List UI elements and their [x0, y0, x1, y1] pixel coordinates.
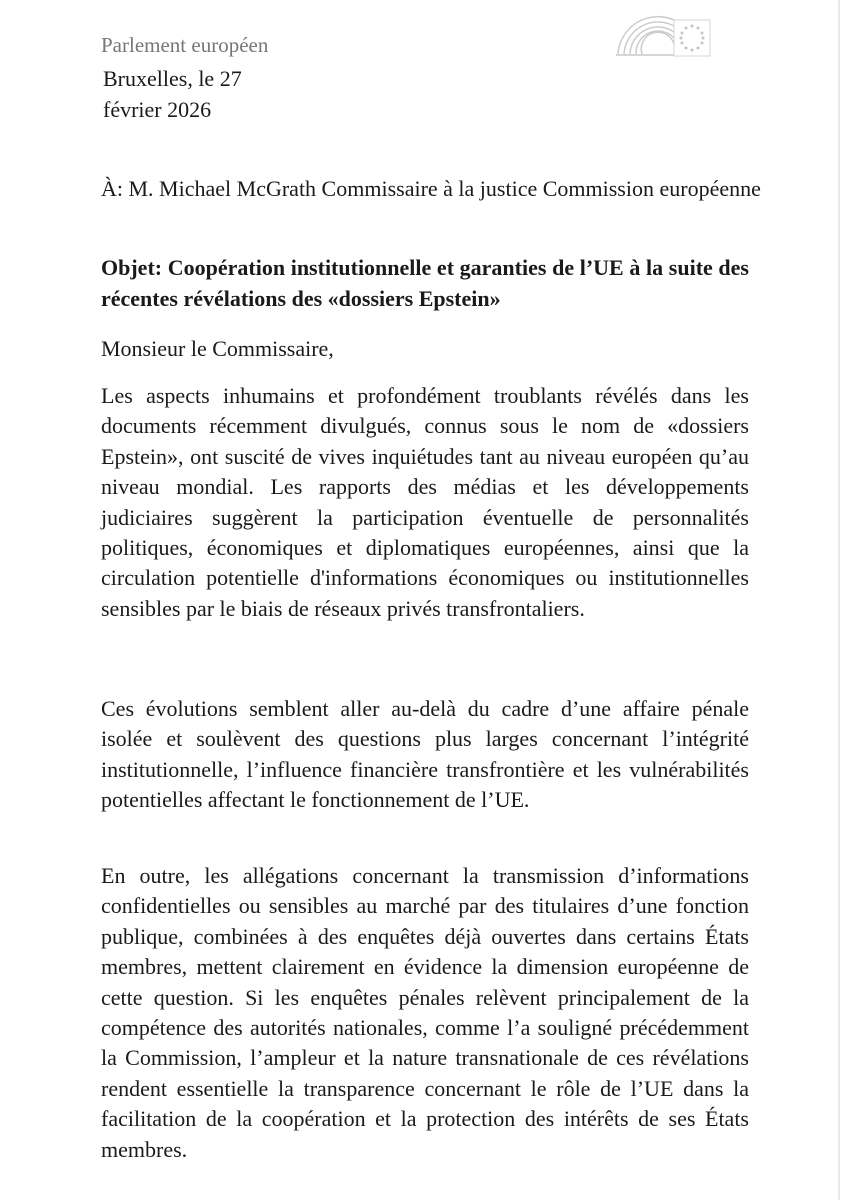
european-parliament-logo-icon — [614, 10, 712, 60]
subject-line: Objet: Coopération institutionnelle et garanties de l’UE à la suite des récentes révélations des «dossiers Epstein» — [101, 255, 749, 311]
page-edge — [838, 0, 840, 1200]
institution-name: Parlement européen — [101, 33, 269, 57]
salutation: Monsieur le Commissaire, — [101, 336, 334, 361]
body-paragraph-2: Ces évolutions semblent aller au-delà du cadre d’une affaire pénale isolée et soulèvent des questions plus larges concernant l’intégrité institutionnelle, l’influence financière transfrontière et les vulnérabilités potentielles affectant le fonctionnement de l’UE. — [101, 696, 749, 813]
body-paragraph-1: Les aspects inhumains et profondément troublants révélés dans les documents récemment divulgués, connus sous le nom de «dossiers Epstein», ont suscité de vives inquiétudes tant au niveau européen qu’au niveau mondial. Les rapports des médias et les développements judiciaires suggèrent la participation éventuelle de personnalités politiques, économiques et diplomatiques européennes, ainsi que la circulation potentielle d'informations économiques ou institutionnelles sensibles par le biais de réseaux privés transfrontaliers. — [101, 383, 749, 621]
body-paragraph-3: En outre, les allégations concernant la transmission d’informations confidentielles ou sensibles au marché par des titulaires d’une fonction publique, combinées à des enquêtes déjà ouvertes dans certains États membres, mettent clairement en évidence la dimension européenne de cette question. Si les enquêtes pénales relèvent principalement de la compétence des autorités nationales, comme l’a souligné précédemment la Commission, l’ampleur et la nature transnationale de ces révélations rendent essentielle la transparence concernant le rôle de l’UE dans la facilitation de la coopération et la protection des intérêts de ses États membres. — [101, 863, 749, 1162]
place-and-date: Bruxelles, le 27 février 2026 — [103, 66, 242, 122]
recipient: À: M. Michael McGrath Commissaire à la justice Commission européenne — [101, 176, 761, 201]
